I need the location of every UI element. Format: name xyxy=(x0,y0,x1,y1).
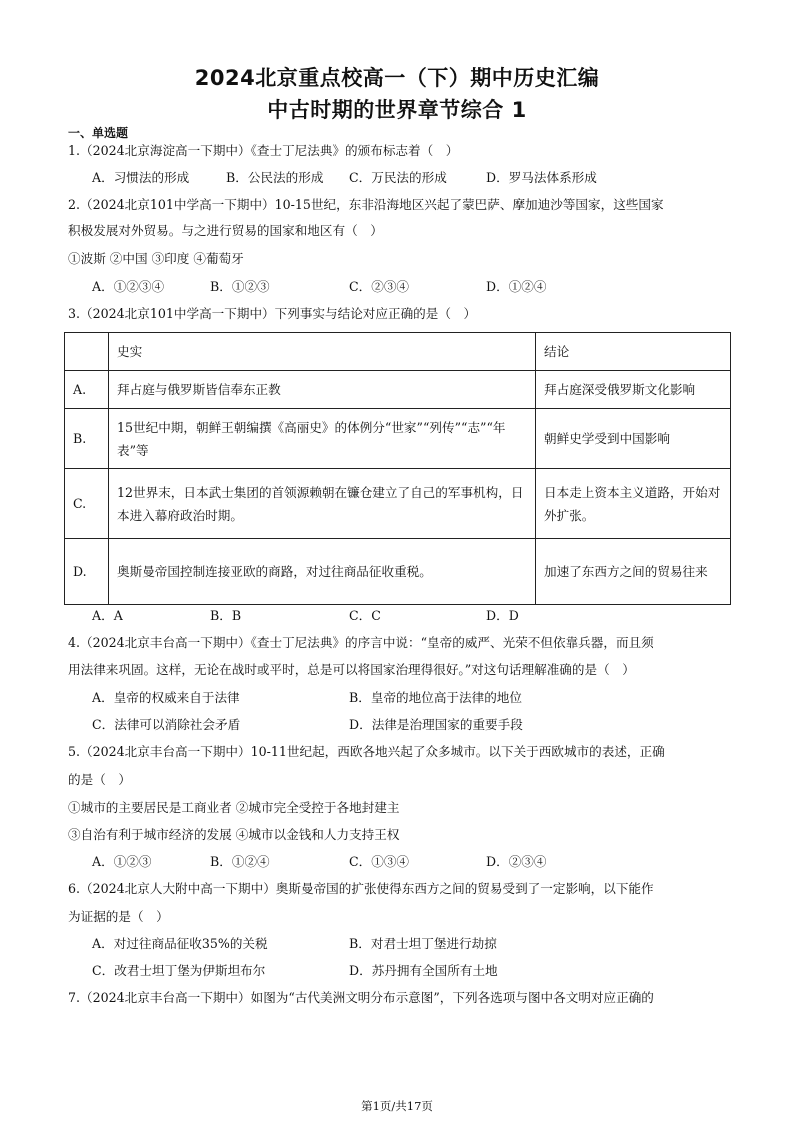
facts-conclusion-table xyxy=(64,332,731,605)
table-row xyxy=(65,539,731,605)
question-5-stem-line-1: 5.（2024北京丰台高一下期中）10-11世纪起，西欧各地兴起了众多城市。以下关于西欧城市的表述，正确 xyxy=(68,744,665,759)
question-5-stem-line-2: 的是（ ） xyxy=(68,772,131,787)
question-1-stem: 1.（2024北京海淀高一下期中）《查士丁尼法典》的颁布标志着（ ） xyxy=(68,143,459,158)
q2-option-c: C．②③④ xyxy=(349,279,410,294)
row-conclusion: 朝鲜史学受到中国影响 xyxy=(536,409,731,469)
title-line-1: 2024北京重点校高一（下）期中历史汇编 xyxy=(194,66,600,90)
question-3-stem: 3.（2024北京101中学高一下期中）下列事实与结论对应正确的是（ ） xyxy=(68,306,477,321)
q2-option-b: B．①②③ xyxy=(210,279,270,294)
title-line-2: 中古时期的世界章节综合 1 xyxy=(267,98,527,122)
q6-option-a: A．对过往商品征收35%的关税 xyxy=(92,936,268,951)
row-fact: 奥斯曼帝国控制连接亚欧的商路，对过往商品征收重税。 xyxy=(109,539,536,605)
question-2-items: ①波斯 ②中国 ③印度 ④葡萄牙 xyxy=(68,251,244,266)
q3-option-a: A．A xyxy=(92,608,123,623)
q1-option-a: A．习惯法的形成 xyxy=(92,170,190,185)
question-6-stem-line-2: 为证据的是（ ） xyxy=(68,909,169,924)
row-conclusion: 日本走上资本主义道路，开始对外扩张。 xyxy=(536,469,731,539)
table-row xyxy=(65,469,731,539)
row-label: D. xyxy=(65,539,109,605)
q1-option-b: B．公民法的形成 xyxy=(226,170,324,185)
question-2-stem-line-1: 2.（2024北京101中学高一下期中）10-15世纪，东非沿海地区兴起了蒙巴萨、摩加迪沙等国家，这些国家 xyxy=(68,197,664,212)
question-5-items-line-1: ①城市的主要居民是工商业者 ②城市完全受控于各地封建主 xyxy=(68,800,400,815)
q3-option-c: C．C xyxy=(349,608,381,623)
question-6-stem-line-1: 6.（2024北京人大附中高一下期中）奥斯曼帝国的扩张使得东西方之间的贸易受到了一定影响，以下能作 xyxy=(68,881,654,896)
page-footer: 第1页/共17页 xyxy=(361,1099,433,1113)
q4-option-c: C．法律可以消除社会矛盾 xyxy=(92,717,241,732)
table-row xyxy=(65,409,731,469)
q5-option-d: D．②③④ xyxy=(486,854,547,869)
table-header-cell: 结论 xyxy=(536,333,731,371)
row-conclusion: 加速了东西方之间的贸易往来 xyxy=(536,539,731,605)
question-5-items-line-2: ③自治有利于城市经济的发展 ④城市以金钱和人力支持王权 xyxy=(68,827,400,842)
q2-option-a: A．①②③④ xyxy=(92,279,165,294)
q2-option-d: D．①②④ xyxy=(486,279,547,294)
section-heading: 一、单选题 xyxy=(68,126,129,140)
q3-option-b: B．B xyxy=(210,608,242,623)
question-4-stem-line-2: 用法律来巩固。这样，无论在战时或平时，总是可以将国家治理得很好。”对这句话理解准确的是（ ） xyxy=(68,662,635,677)
row-label: C. xyxy=(65,469,109,539)
q6-option-d: D．苏丹拥有全国所有土地 xyxy=(349,963,498,978)
q4-option-a: A．皇帝的权威来自于法律 xyxy=(92,690,240,705)
q1-option-d: D．罗马法体系形成 xyxy=(486,170,597,185)
q5-option-b: B．①②④ xyxy=(210,854,270,869)
row-fact: 12世界末，日本武士集团的首领源赖朝在镰仓建立了自己的军事机构，日本进入幕府政治时期。 xyxy=(109,469,536,539)
row-fact: 拜占庭与俄罗斯皆信奉东正教 xyxy=(109,371,536,409)
q5-option-c: C．①③④ xyxy=(349,854,410,869)
row-label: A. xyxy=(65,371,109,409)
q5-option-a: A．①②③ xyxy=(92,854,152,869)
q6-option-c: C．改君士坦丁堡为伊斯坦布尔 xyxy=(92,963,266,978)
q1-option-c: C．万民法的形成 xyxy=(349,170,447,185)
table-row xyxy=(65,371,731,409)
q4-option-b: B．皇帝的地位高于法律的地位 xyxy=(349,690,522,705)
question-2-stem-line-2: 积极发展对外贸易。与之进行贸易的国家和地区有（ ） xyxy=(68,223,383,238)
table-header-cell xyxy=(65,333,109,371)
row-fact: 15世纪中期，朝鲜王朝编撰《高丽史》的体例分“世家”“列传”“志”“年表”等 xyxy=(109,409,536,469)
question-7-stem: 7.（2024北京丰台高一下期中）如图为“古代美洲文明分布示意图”，下列各选项与图中各文明对应正确的 xyxy=(68,990,654,1005)
q3-option-d: D．D xyxy=(486,608,519,623)
q4-option-d: D．法律是治理国家的重要手段 xyxy=(349,717,523,732)
table-header-row xyxy=(65,333,731,371)
row-conclusion: 拜占庭深受俄罗斯文化影响 xyxy=(536,371,731,409)
q6-option-b: B．对君士坦丁堡进行劫掠 xyxy=(349,936,497,951)
question-4-stem-line-1: 4.（2024北京丰台高一下期中）《查士丁尼法典》的序言中说：“皇帝的威严、光荣不但依靠兵器，而且须 xyxy=(68,635,654,650)
row-label: B. xyxy=(65,409,109,469)
table-header-cell: 史实 xyxy=(109,333,536,371)
